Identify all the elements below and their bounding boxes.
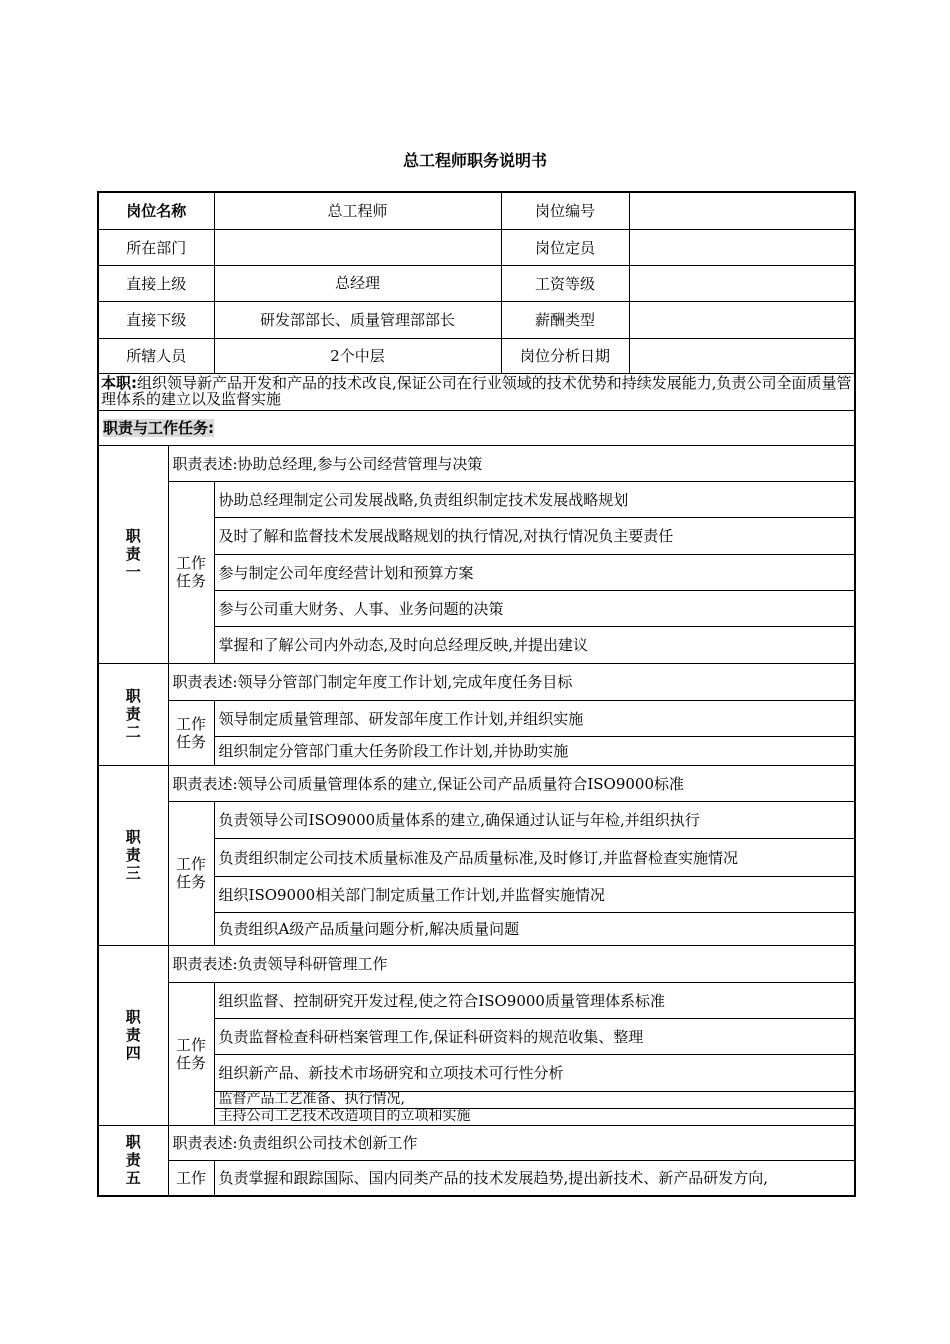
direct-superior-value: 总经理	[214, 265, 501, 301]
duty-statement: 职责表述:领导公司质量管理体系的建立,保证公司产品质量符合ISO9000标准	[168, 765, 855, 801]
salary-grade-value	[629, 265, 855, 301]
summary-cell	[98, 373, 855, 410]
section-title: 职责与工作任务:	[103, 419, 214, 437]
staff-label: 所辖人员	[98, 338, 214, 373]
job-description-table	[97, 191, 856, 1197]
task-item: 组织制定分管部门重大任务阶段工作计划,并协助实施	[214, 736, 855, 765]
task-item: 参与制定公司年度经营计划和预算方案	[214, 554, 855, 590]
position-code-label: 岗位编号	[501, 192, 629, 229]
duty-statement-row	[98, 1125, 855, 1160]
analysis-date-value	[629, 338, 855, 373]
task-row	[98, 982, 855, 1018]
task-item: 负责掌握和跟踪国际、国内同类产品的技术发展趋势,提出新技术、新产品研发方向,	[214, 1160, 855, 1196]
task-item: 组织ISO9000相关部门制定质量工作计划,并监督实施情况	[214, 876, 855, 912]
duty-label: 职责四	[98, 945, 168, 1125]
task-item: 监督产品工艺准备、执行情况,	[214, 1091, 855, 1108]
duty-statement: 职责表述:领导分管部门制定年度工作计划,完成年度任务目标	[168, 663, 855, 700]
duty-statement-row	[98, 945, 855, 982]
direct-subordinate-label: 直接下级	[98, 301, 214, 338]
duty-label: 职责五	[98, 1125, 168, 1196]
duty-statement-row	[98, 765, 855, 801]
summary-text: 组织领导新产品开发和产品的技术改良,保证公司在行业领域的技术优势和持续发展能力,负责公司全面质量管理体系的建立以及监督实施	[101, 373, 852, 408]
department-label: 所在部门	[98, 229, 214, 265]
task-item: 负责组织A级产品质量问题分析,解决质量问题	[214, 912, 855, 945]
duty-statement: 职责表述:负责领导科研管理工作	[168, 945, 855, 982]
headcount-label: 岗位定员	[501, 229, 629, 265]
summary-label: 本职:	[101, 373, 137, 392]
work-task-label: 工作	[168, 1160, 214, 1196]
duty-label: 职责二	[98, 663, 168, 765]
document-title: 总工程师职务说明书	[402, 151, 547, 170]
summary-row	[98, 373, 855, 410]
direct-superior-label: 直接上级	[98, 265, 214, 301]
position-name-label: 岗位名称	[98, 192, 214, 229]
task-item: 掌握和了解公司内外动态,及时向总经理反映,并提出建议	[214, 626, 855, 663]
task-item: 主持公司工艺技术改造项目的立项和实施	[214, 1108, 855, 1125]
duty-label: 职责三	[98, 765, 168, 945]
headcount-value	[629, 229, 855, 265]
info-row	[98, 338, 855, 373]
staff-value: 2个中层	[214, 338, 501, 373]
task-item: 负责领导公司ISO9000质量体系的建立,确保通过认证与年检,并组织执行	[214, 801, 855, 838]
task-item: 组织新产品、新技术市场研究和立项技术可行性分析	[214, 1054, 855, 1091]
duty-statement: 职责表述:负责组织公司技术创新工作	[168, 1125, 855, 1160]
work-task-label: 工作任务	[168, 982, 214, 1125]
duty-label: 职责一	[98, 445, 168, 663]
info-row	[98, 192, 855, 229]
duty-statement: 职责表述:协助总经理,参与公司经营管理与决策	[168, 445, 855, 481]
duty-statement-row	[98, 663, 855, 700]
task-item: 参与公司重大财务、人事、业务问题的决策	[214, 590, 855, 626]
task-item: 负责组织制定公司技术质量标准及产品质量标准,及时修订,并监督检查实施情况	[214, 838, 855, 876]
info-row	[98, 301, 855, 338]
section-title-row	[98, 410, 855, 445]
task-item: 协助总经理制定公司发展战略,负责组织制定技术发展战略规划	[214, 481, 855, 517]
salary-grade-label: 工资等级	[501, 265, 629, 301]
info-row	[98, 229, 855, 265]
pay-type-value	[629, 301, 855, 338]
position-code-value	[629, 192, 855, 229]
pay-type-label: 薪酬类型	[501, 301, 629, 338]
info-row	[98, 265, 855, 301]
duty-statement-row	[98, 445, 855, 481]
task-item: 负责监督检查科研档案管理工作,保证科研资料的规范收集、整理	[214, 1018, 855, 1054]
position-name-value: 总工程师	[214, 192, 501, 229]
work-task-label: 工作任务	[168, 700, 214, 765]
task-item: 组织监督、控制研究开发过程,使之符合ISO9000质量管理体系标准	[214, 982, 855, 1018]
department-value	[214, 229, 501, 265]
task-item: 领导制定质量管理部、研发部年度工作计划,并组织实施	[214, 700, 855, 736]
task-row	[98, 1160, 855, 1196]
task-row	[98, 801, 855, 838]
work-task-label: 工作任务	[168, 481, 214, 663]
analysis-date-label: 岗位分析日期	[501, 338, 629, 373]
direct-subordinate-value: 研发部部长、质量管理部部长	[214, 301, 501, 338]
task-item: 及时了解和监督技术发展战略规划的执行情况,对执行情况负主要责任	[214, 517, 855, 554]
task-row	[98, 700, 855, 736]
task-row	[98, 481, 855, 517]
work-task-label: 工作任务	[168, 801, 214, 945]
